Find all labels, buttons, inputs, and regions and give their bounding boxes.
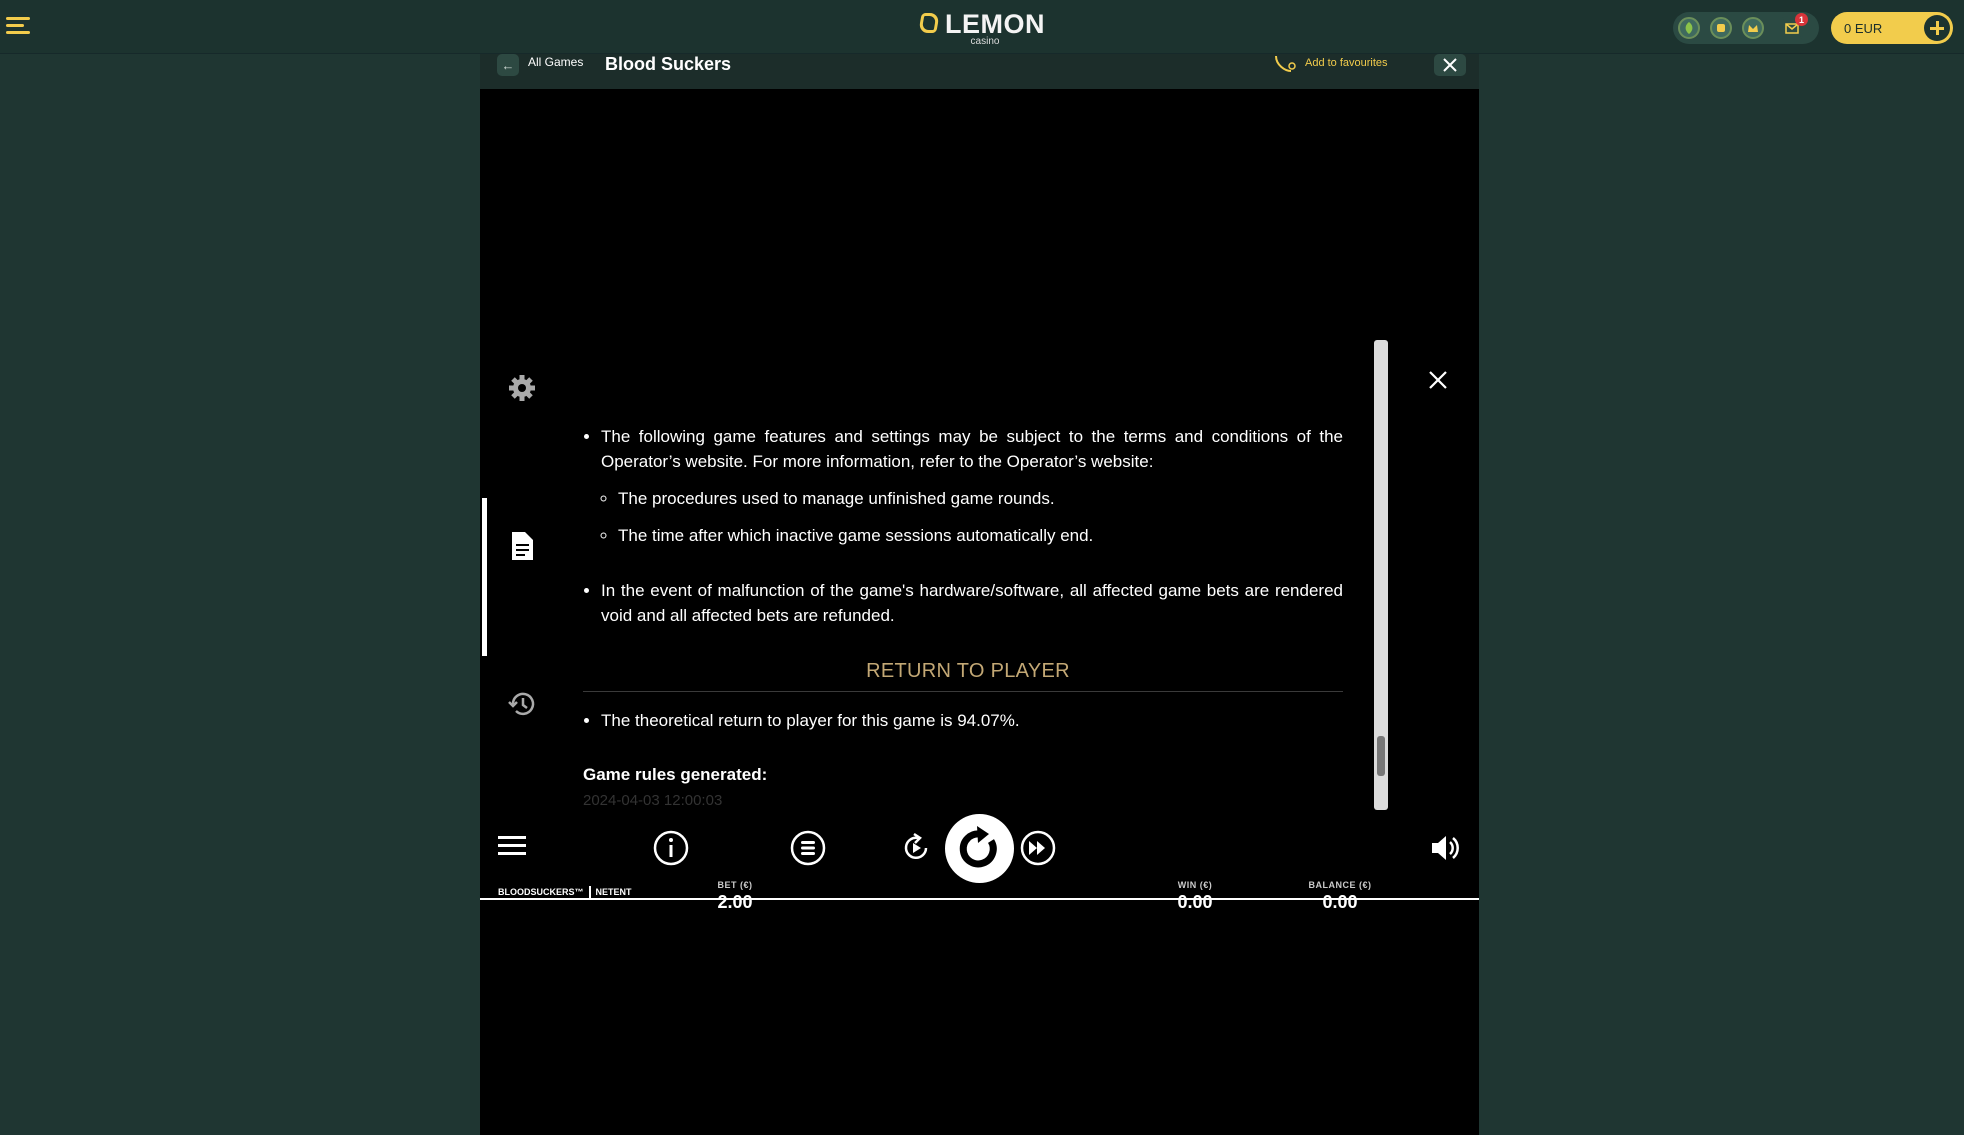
favourite-icon <box>1273 53 1297 73</box>
close-icon <box>1428 370 1448 390</box>
spin-button[interactable] <box>945 814 1014 883</box>
balance-label: BALANCE (€) <box>1308 880 1372 890</box>
balance-amount: 0 EUR <box>1844 21 1883 36</box>
sound-icon[interactable] <box>1428 832 1462 864</box>
win-label: WIN (€) <box>1177 880 1213 890</box>
notification-badge: 1 <box>1795 13 1808 26</box>
bet-label: BET (€) <box>717 880 753 890</box>
balance-value: 0.00 <box>1322 892 1358 912</box>
logo-text: LEMON <box>945 9 1045 39</box>
menu-icon[interactable] <box>6 17 30 35</box>
logo-subtext: casino <box>970 36 1000 47</box>
deposit-plus-icon[interactable] <box>1924 15 1950 41</box>
win-value: 0.00 <box>1177 892 1213 912</box>
game-menu-icon[interactable] <box>498 834 526 858</box>
close-icon <box>1442 57 1458 73</box>
all-games-link[interactable]: All Games <box>528 55 584 69</box>
info-icon[interactable] <box>653 830 689 866</box>
game-footer <box>498 886 632 898</box>
rules-list <box>583 424 1343 640</box>
game-name: BLOODSUCKERS™ <box>498 887 584 897</box>
close-rules-button[interactable] <box>1424 366 1452 394</box>
site-header <box>0 0 1964 54</box>
add-to-favourites-button[interactable] <box>1273 52 1388 74</box>
section-title: RETURN TO PLAYER <box>866 660 1070 682</box>
list-item: • In the event of malfunction of the game's hardware/software, all affected game bets are rendered void and all affected bets are refunded. <box>601 578 1343 628</box>
crown-icon[interactable] <box>1742 17 1764 39</box>
autoplay-icon[interactable] <box>898 830 934 866</box>
list-item <box>601 424 1343 548</box>
favourites-label: Add to favourites <box>1305 57 1388 69</box>
game-title: Blood Suckers <box>605 54 732 74</box>
lemon-logo-icon <box>918 13 940 33</box>
game-container <box>480 54 1479 1135</box>
history-icon[interactable] <box>506 688 538 720</box>
rules-sidebar <box>480 340 566 810</box>
rtp-list <box>583 708 1020 745</box>
close-game-button[interactable] <box>1434 54 1466 76</box>
rule-text: The following game features and settings may be subject to the terms and conditions of the Operator’s website. For more information, refer to the Operator’s website: <box>601 427 1343 471</box>
settings-gear-icon[interactable] <box>506 372 538 404</box>
list-item: ◦ The time after which inactive game sessions automatically end. <box>618 523 1343 548</box>
chip-icon[interactable] <box>1710 17 1732 39</box>
rules-scrollbar[interactable] <box>1374 340 1388 810</box>
scrollbar-thumb[interactable] <box>1377 736 1385 776</box>
rules-content <box>583 342 1343 810</box>
game-rules-document-icon[interactable] <box>506 530 538 562</box>
generated-date: 2024-04-03 12:00:03 <box>583 792 723 809</box>
spin-icon <box>957 826 1003 872</box>
back-arrow-icon[interactable]: ← <box>497 54 519 76</box>
bet-value: 2.00 <box>717 892 753 912</box>
active-tab-indicator <box>482 498 487 656</box>
footer-separator <box>589 886 591 898</box>
site-logo[interactable] <box>918 8 1048 46</box>
wallet-balance[interactable] <box>1831 12 1953 44</box>
generated-title: Game rules generated: <box>583 765 768 784</box>
fast-forward-icon[interactable] <box>1020 830 1056 866</box>
coin-stack-icon[interactable] <box>790 830 826 866</box>
game-header <box>480 54 1479 89</box>
leaf-icon[interactable] <box>1678 17 1700 39</box>
list-item: • The theoretical return to player for this game is 94.07%. <box>601 708 1020 733</box>
list-item: ◦ The procedures used to manage unfinished game rounds. <box>618 486 1343 511</box>
divider <box>583 691 1343 692</box>
sub-list <box>601 486 1343 548</box>
provider-name: NETENT <box>595 887 632 897</box>
